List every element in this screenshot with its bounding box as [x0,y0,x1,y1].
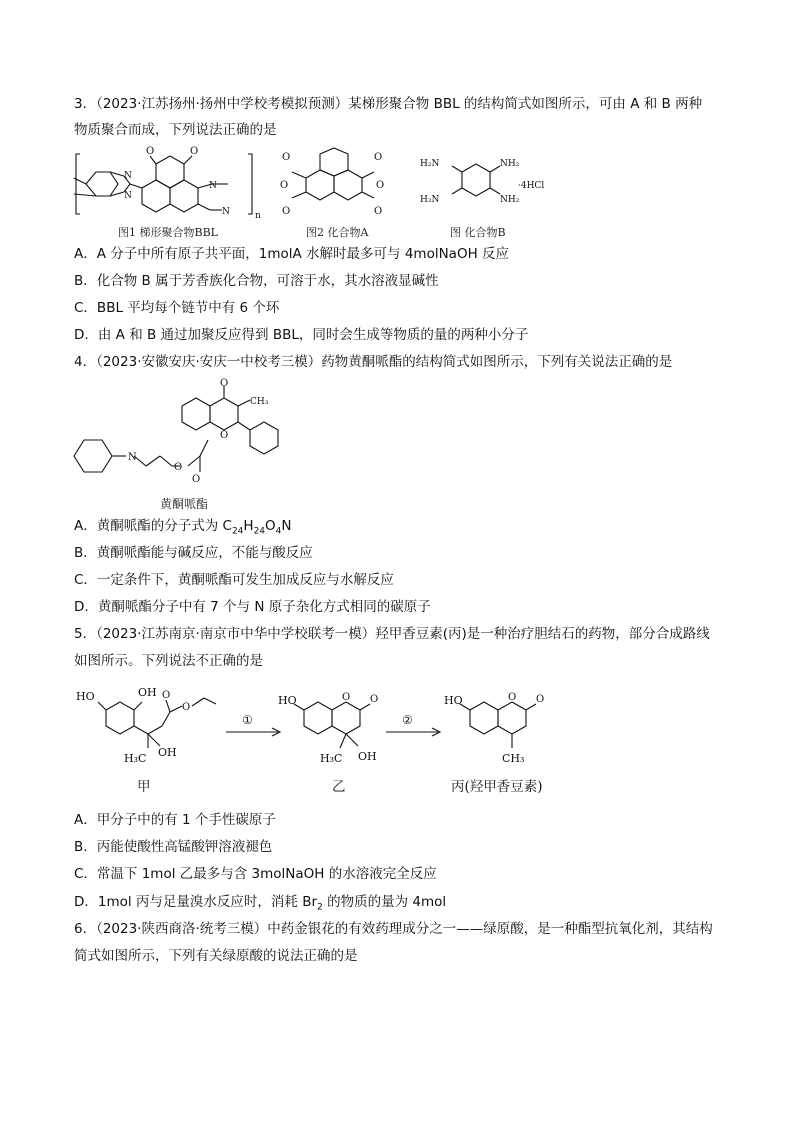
q3-fig1-n2: N [124,191,132,201]
q3-fig3-nh2-bottom: NH₂ [500,195,520,205]
q5-option-b: B．丙能使酸性高锰酸钾溶液褪色 [74,839,273,855]
svg-text:O: O [374,152,383,163]
q5-arrow-step1 [224,712,284,742]
q4-stem: 4．（2023·安徽安庆·安庆一中校考三模）药物黄酮哌酯的结构简式如图所示，下列有关说法正确的是 [74,354,673,370]
q5-arrow-step2 [384,712,444,742]
svg-text:O: O [192,474,201,485]
q5-option-d: D．1mol 丙与足量溴水反应时，消耗 $Br_2$ 的物质的量为 4mol [74,894,447,913]
q5-yi-h3c: H₃C [320,752,343,765]
q5-jia-oh: OH [158,746,177,759]
q3-figure-compound-b [418,152,568,216]
q3-figure-compound-a [278,148,388,220]
q3-fig1-n-subscript: n [255,211,261,221]
svg-text:O: O [508,692,517,703]
q5-jia-ho: HO [76,690,95,703]
q4-option-a: A．黄酮哌酯的分子式为 $C_{24}H_{24}O_4N$ [74,518,292,537]
svg-text:O: O [342,692,351,703]
svg-text:O: O [174,462,183,473]
svg-text:O: O [370,694,379,705]
q5-figure-yi [278,690,394,772]
q5-label-jia: 甲 [137,779,151,795]
q3-fig3-nh2-top: NH₂ [500,159,520,169]
q3-option-a: A．A 分子中所有原子共平面，1molA 水解时最多可与 4molNaOH 反应 [74,246,510,262]
q3-option-d: D．由 A 和 B 通过加聚反应得到 BBL，同时会生成等物质的量的两种小分子 [74,327,529,343]
q3-fig1-n4: N [222,207,230,217]
q5-option-c: C．常温下 1mol 乙最多与含 3molNaOH 的水溶液完全反应 [74,866,437,882]
svg-text:O: O [220,378,229,389]
svg-text:O: O [182,702,191,713]
q4-option-d: D．黄酮哌酯分子中有 7 个与 N 原子杂化方式相同的碳原子 [74,599,431,615]
q5-jia-oh-top: OH [138,686,157,699]
svg-text:O: O [220,430,229,441]
q3-figure-bbl [72,144,272,224]
q5-step1-label: ① [242,713,253,727]
svg-text:O: O [282,206,291,217]
q5-figure-jia [72,682,232,772]
q4-option-b: B．黄酮哌酯能与碱反应，不能与酸反应 [74,545,313,561]
q5-stem-line2: 如图所示。下列说法不正确的是 [74,653,263,669]
svg-text:O: O [282,152,291,163]
q4-option-c: C．一定条件下，黄酮哌酯可发生加成反应与水解反应 [74,572,394,588]
svg-text:O: O [280,180,289,191]
q5-stem-line1: 5．（2023·江苏南京·南京市中华中学校联考一模）羟甲香豆素(丙)是一种治疗胆结石的药物，部分合成路线 [74,626,710,642]
q3-option-c: C．BBL 平均每个链节中有 6 个环 [74,300,280,316]
q5-option-a: A．甲分子中的有 1 个手性碳原子 [74,812,276,828]
svg-text:O: O [376,180,385,191]
q3-fig1-n1: N [124,171,132,181]
q5-yi-oh: OH [358,750,377,763]
svg-text:O: O [190,146,199,157]
q4-figure-flavoxate [70,378,290,494]
q3-stem-line2: 物质聚合而成，下列说法正确的是 [74,122,277,138]
q5-label-bing: 丙(羟甲香豆素) [451,779,543,795]
q4-fig-caption: 黄酮哌酯 [160,497,209,511]
q5-figure-bing [444,690,570,772]
q5-label-yi: 乙 [332,779,346,795]
q3-fig2-caption: 图2 化合物A [306,226,369,239]
q3-fig3-caption: 图 化合物B [450,226,506,239]
q5-jia-h3c: H₃C [124,752,147,765]
q4-fig-ch3: CH₃ [250,397,269,407]
svg-text:O: O [536,694,545,705]
q5-bing-ho: HO [444,694,463,707]
svg-text:O: O [146,146,155,157]
q3-option-b: B．化合物 B 属于芳香族化合物，可溶于水，其水溶液显碱性 [74,273,439,289]
q3-fig3-salt: ·4HCl [518,181,545,191]
q5-step2-label: ② [402,713,413,727]
q3-fig1-caption: 图1 梯形聚合物BBL [118,226,218,239]
svg-text:O: O [162,690,171,701]
q3-stem-line1: 3．（2023·江苏扬州·扬州中学校考模拟预测）某梯形聚合物 BBL 的结构简式如图所示，可由 A 和 B 两种 [74,96,703,112]
svg-text:O: O [374,206,383,217]
q3-fig3-h2n-bottom: H₂N [420,195,440,205]
svg-text:N: N [128,452,137,463]
q6-stem-line1: 6．（2023·陕西商洛·统考三模）中药金银花的有效药理成分之一——绿原酸，是一种酯型抗氧化剂，其结构 [74,921,713,937]
q5-yi-ho: HO [278,694,297,707]
q3-fig3-h2n-top: H₂N [420,159,440,169]
q3-fig1-n3: N [209,181,217,191]
q5-bing-ch3: CH₃ [502,752,525,765]
q6-stem-line2: 简式如图所示，下列有关绿原酸的说法正确的是 [74,948,358,964]
